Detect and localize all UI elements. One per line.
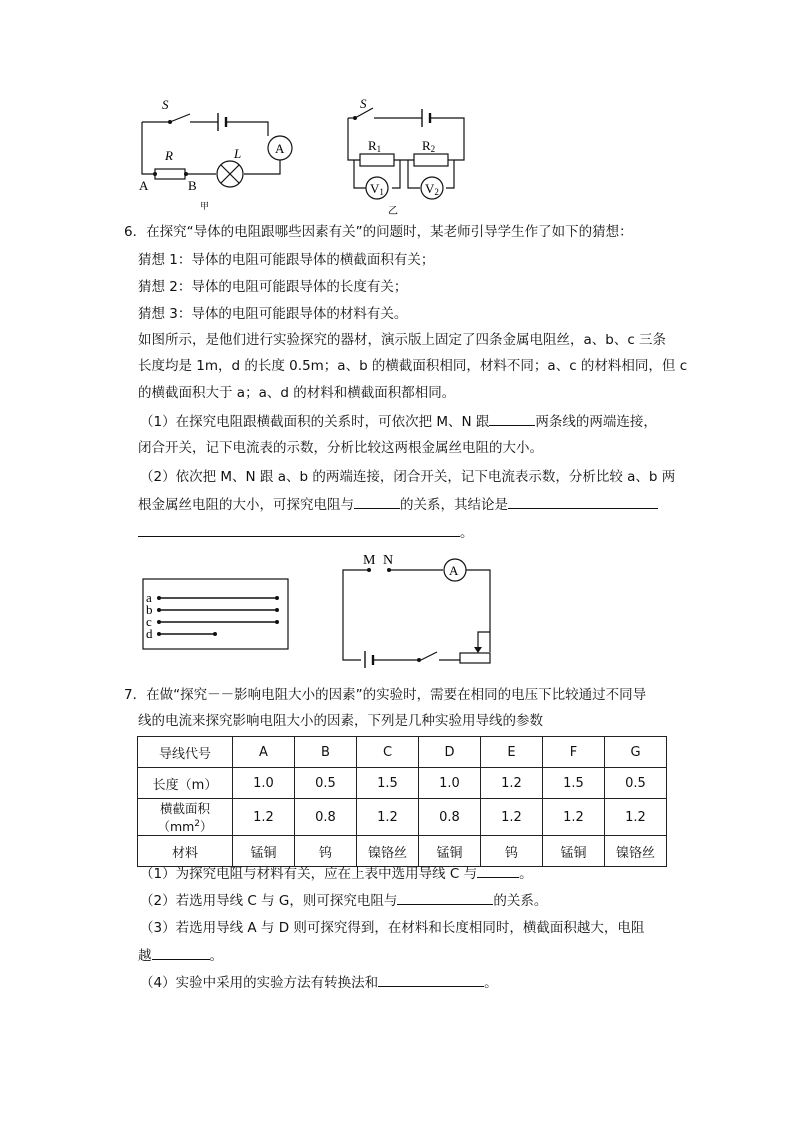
q7-blank-method[interactable] (378, 972, 484, 987)
table-cell: 锰铜 (419, 836, 481, 867)
q7-sub3: （3）若选用导线 A 与 D 则可探究得到，在材料和长度相同时，横截面积越大，电阻 (140, 920, 645, 936)
q6-part2-line1: （2）依次把 M、N 跟 a、b 的两端连接，闭合开关，记下电流表示数，分析比较 a、b 两 (140, 469, 676, 485)
circuit-jia (130, 92, 310, 214)
circuit-yi (340, 92, 480, 218)
terminal-n-label: N (383, 553, 394, 568)
row-label: 长度（m） (138, 768, 233, 799)
terminal-m-label: M (363, 553, 376, 568)
header-cell: C (357, 737, 419, 768)
q7-sub3-cont: 越 。 (138, 945, 223, 966)
table-cell: 0.5 (605, 768, 667, 799)
wire-b-label: b (146, 602, 153, 617)
q6-intro: 6．在探究“导体的电阻跟哪些因素有关”的问题时，某老师引导学生作了如下的猜想： (124, 224, 633, 240)
table-cell: 0.8 (419, 799, 481, 836)
wire-d-label: d (146, 626, 153, 641)
q6-guess2: 猜想 2：导体的电阻可能跟导体的长度有关； (138, 279, 408, 295)
switch-label-s: S (360, 96, 367, 111)
test-circuit (335, 548, 500, 668)
point-b-label: B (188, 178, 197, 193)
header-cell: G (605, 737, 667, 768)
table-cell: 锰铜 (543, 836, 605, 867)
table-cell: 1.2 (543, 799, 605, 836)
row-label: 材料 (138, 836, 233, 867)
q6-guess1: 猜想 1：导体的电阻可能跟导体的横截面积有关； (138, 252, 435, 268)
table-cell: 1.0 (233, 768, 295, 799)
table-cell: 0.5 (295, 768, 357, 799)
q7-blank-factor[interactable] (397, 890, 493, 905)
q7-intro1: 7．在做“探究－－影响电阻大小的因素”的实验时，需要在相同的电压下比较通过不同导 (124, 687, 647, 703)
resistor-r2-label: R2 (422, 138, 436, 154)
q6-part1-line1: （1）在探究电阻跟横截面积的关系时，可依次把 M、N 跟 两条线的两端连接， (140, 411, 657, 432)
q6-desc1: 如图所示，是他们进行实验探究的器材，演示版上固定了四条金属电阻丝，a、b、c 三条 (138, 332, 667, 348)
header-cell: F (543, 737, 605, 768)
table-cell: 钨 (295, 836, 357, 867)
table-cell: 1.0 (419, 768, 481, 799)
q6-guess3: 猜想 3：导体的电阻可能跟导体的材料有关。 (138, 306, 408, 322)
demo-board (142, 578, 292, 652)
q6-blank-conclusion-b[interactable] (138, 522, 460, 537)
ammeter-label: A (449, 563, 459, 578)
table-cell: 1.2 (357, 799, 419, 836)
table-cell: 1.5 (357, 768, 419, 799)
voltmeter-v1-label: V1 (370, 181, 384, 197)
q6-part1-line2: 闭合开关，记下电流表的示数，分析比较这两根金属丝电阻的大小。 (138, 440, 543, 456)
figure-caption-jia: 甲 (200, 201, 210, 211)
row-label: 横截面积$(mm^2)$ (138, 799, 233, 836)
q6-blank-conclusion-a[interactable] (508, 494, 658, 509)
wire-a-label: a (146, 590, 152, 605)
table-cell: 锰铜 (233, 836, 295, 867)
table-cell: 1.2 (481, 799, 543, 836)
q6-desc2: 长度均是 1m，d 的长度 0.5m；a、b 的横截面积相同，材料不同；a、c 的材料相同，但 c (138, 358, 688, 374)
q6-blank-factor[interactable] (354, 494, 400, 509)
resistor-r1-label: R1 (368, 138, 382, 154)
resistor-label-r: R (165, 148, 173, 163)
header-cell: B (295, 737, 357, 768)
q6-part2-line3: 。 (138, 522, 474, 543)
q7-intro2: 线的电流来探究影响电阻大小的因素，下列是几种实验用导线的参数 (138, 713, 543, 729)
switch-label-s: S (162, 97, 169, 112)
table-cell: 镍铬丝 (605, 836, 667, 867)
table-cell: 0.8 (295, 799, 357, 836)
q7-blank-resistance[interactable] (152, 945, 210, 960)
q7-sub4: （4）实验中采用的实验方法有转换法和 。 (140, 972, 498, 993)
header-cell: D (419, 737, 481, 768)
table-row (138, 836, 667, 867)
table-cell: 1.2 (605, 799, 667, 836)
table-cell: 1.2 (481, 768, 543, 799)
q7-sub1: （1）为探究电阻与材料有关，应在上表中选用导线 C 与 。 (140, 863, 533, 884)
table-cell: 1.5 (543, 768, 605, 799)
header-cell: A (233, 737, 295, 768)
table-cell: 钨 (481, 836, 543, 867)
wire-c-label: c (146, 614, 152, 629)
voltmeter-v2-label: V2 (425, 181, 439, 197)
lamp-label-l: L (234, 146, 242, 161)
table-row (138, 737, 667, 768)
q6-part2-line2: 根金属丝电阻的大小，可探究电阻与 的关系，其结论是 (138, 494, 658, 515)
table-row (138, 768, 667, 799)
q7-blank-wire[interactable] (477, 863, 519, 878)
header-cell: E (481, 737, 543, 768)
wire-parameter-table (137, 736, 667, 867)
table-row (138, 799, 667, 836)
q6-blank-wires[interactable] (489, 411, 535, 426)
q6-desc3: 的横截面积大于 a；a、d 的材料和横截面积都相同。 (138, 385, 456, 401)
point-a-label: A (139, 178, 149, 193)
header-cell: 导线代号 (138, 737, 233, 768)
figure-caption-yi: 乙 (388, 206, 398, 217)
table-cell: 1.2 (233, 799, 295, 836)
q7-sub2: （2）若选用导线 C 与 G，则可探究电阻与 的关系。 (140, 890, 547, 911)
ammeter-label: A (275, 141, 285, 156)
table-cell: 镍铬丝 (357, 836, 419, 867)
